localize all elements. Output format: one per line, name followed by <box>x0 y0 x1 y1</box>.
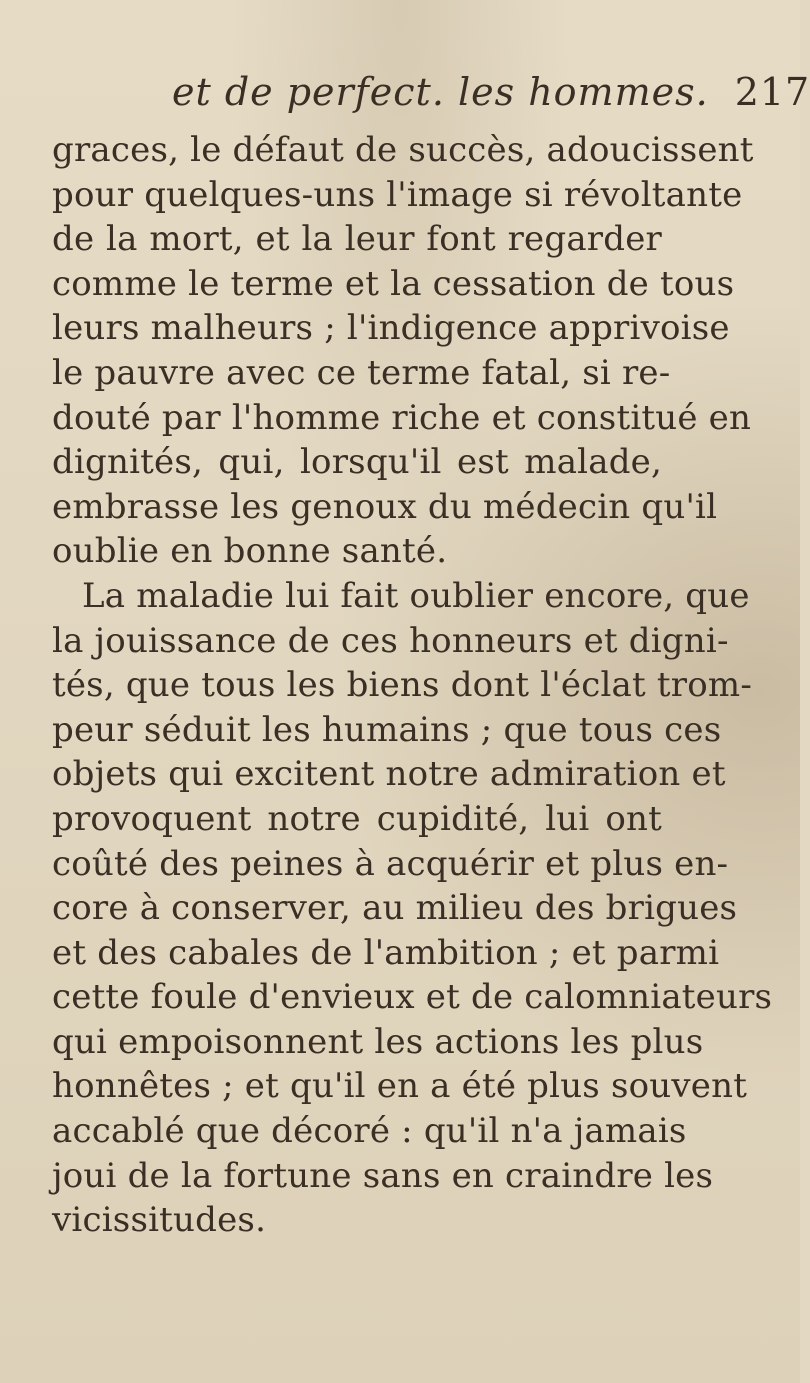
text-line: accablé que décoré : qu'il n'a jamais <box>52 1111 687 1152</box>
text-line: la jouissance de ces honneurs et digni- <box>52 620 729 661</box>
text-line: dignités, qui, lorsqu'il est malade, <box>52 442 662 483</box>
text-line: honnêtes ; et qu'il en a été plus souvent <box>52 1066 748 1107</box>
text-line: leurs malheurs ; l'indigence apprivoise <box>52 308 730 349</box>
text-line: comme le terme et la cessation de tous <box>52 263 735 304</box>
paragraph-end-line: oublie en bonne santé. <box>52 531 448 572</box>
page-header <box>172 70 810 114</box>
text-line: douté par l'homme riche et constitué en <box>52 397 752 438</box>
text-line: cette foule d'envieux et de calomniateurs <box>52 977 773 1018</box>
text-line: graces, le défaut de succès, adoucissent <box>52 130 754 170</box>
text-line: embrasse les genoux du médecin qu'il <box>52 486 718 527</box>
text-line: le pauvre avec ce terme fatal, si re- <box>52 352 671 393</box>
text-line: core à conserver, au milieu des brigues <box>52 888 738 929</box>
text-line: coûté des peines à acquérir et plus en- <box>52 843 729 884</box>
text-line: joui de la fortune sans en craindre les <box>52 1155 714 1196</box>
text-line: de la mort, et la leur font regarder <box>52 219 662 260</box>
text-line: objets qui excitent notre admiration et <box>52 754 726 795</box>
paragraph-end-line: vicissitudes. <box>52 1200 267 1241</box>
text-line: et des cabales de l'ambition ; et parmi <box>52 932 720 973</box>
text-line: qui empoisonnent les actions les plus <box>52 1021 704 1062</box>
running-title: et de perfect. les hommes. <box>172 70 709 114</box>
paragraph-start-line: La maladie lui fait oublier encore, que <box>82 575 750 616</box>
text-line: pour quelques-uns l'image si révoltante <box>52 174 743 215</box>
body-text <box>52 128 773 1243</box>
text-line: provoquent notre cupidité, lui ont <box>52 798 662 839</box>
text-line: peur séduit les humains ; que tous ces <box>52 709 722 750</box>
page-number: 217 <box>734 70 810 114</box>
text-line: tés, que tous les biens dont l'éclat trom- <box>52 665 753 706</box>
